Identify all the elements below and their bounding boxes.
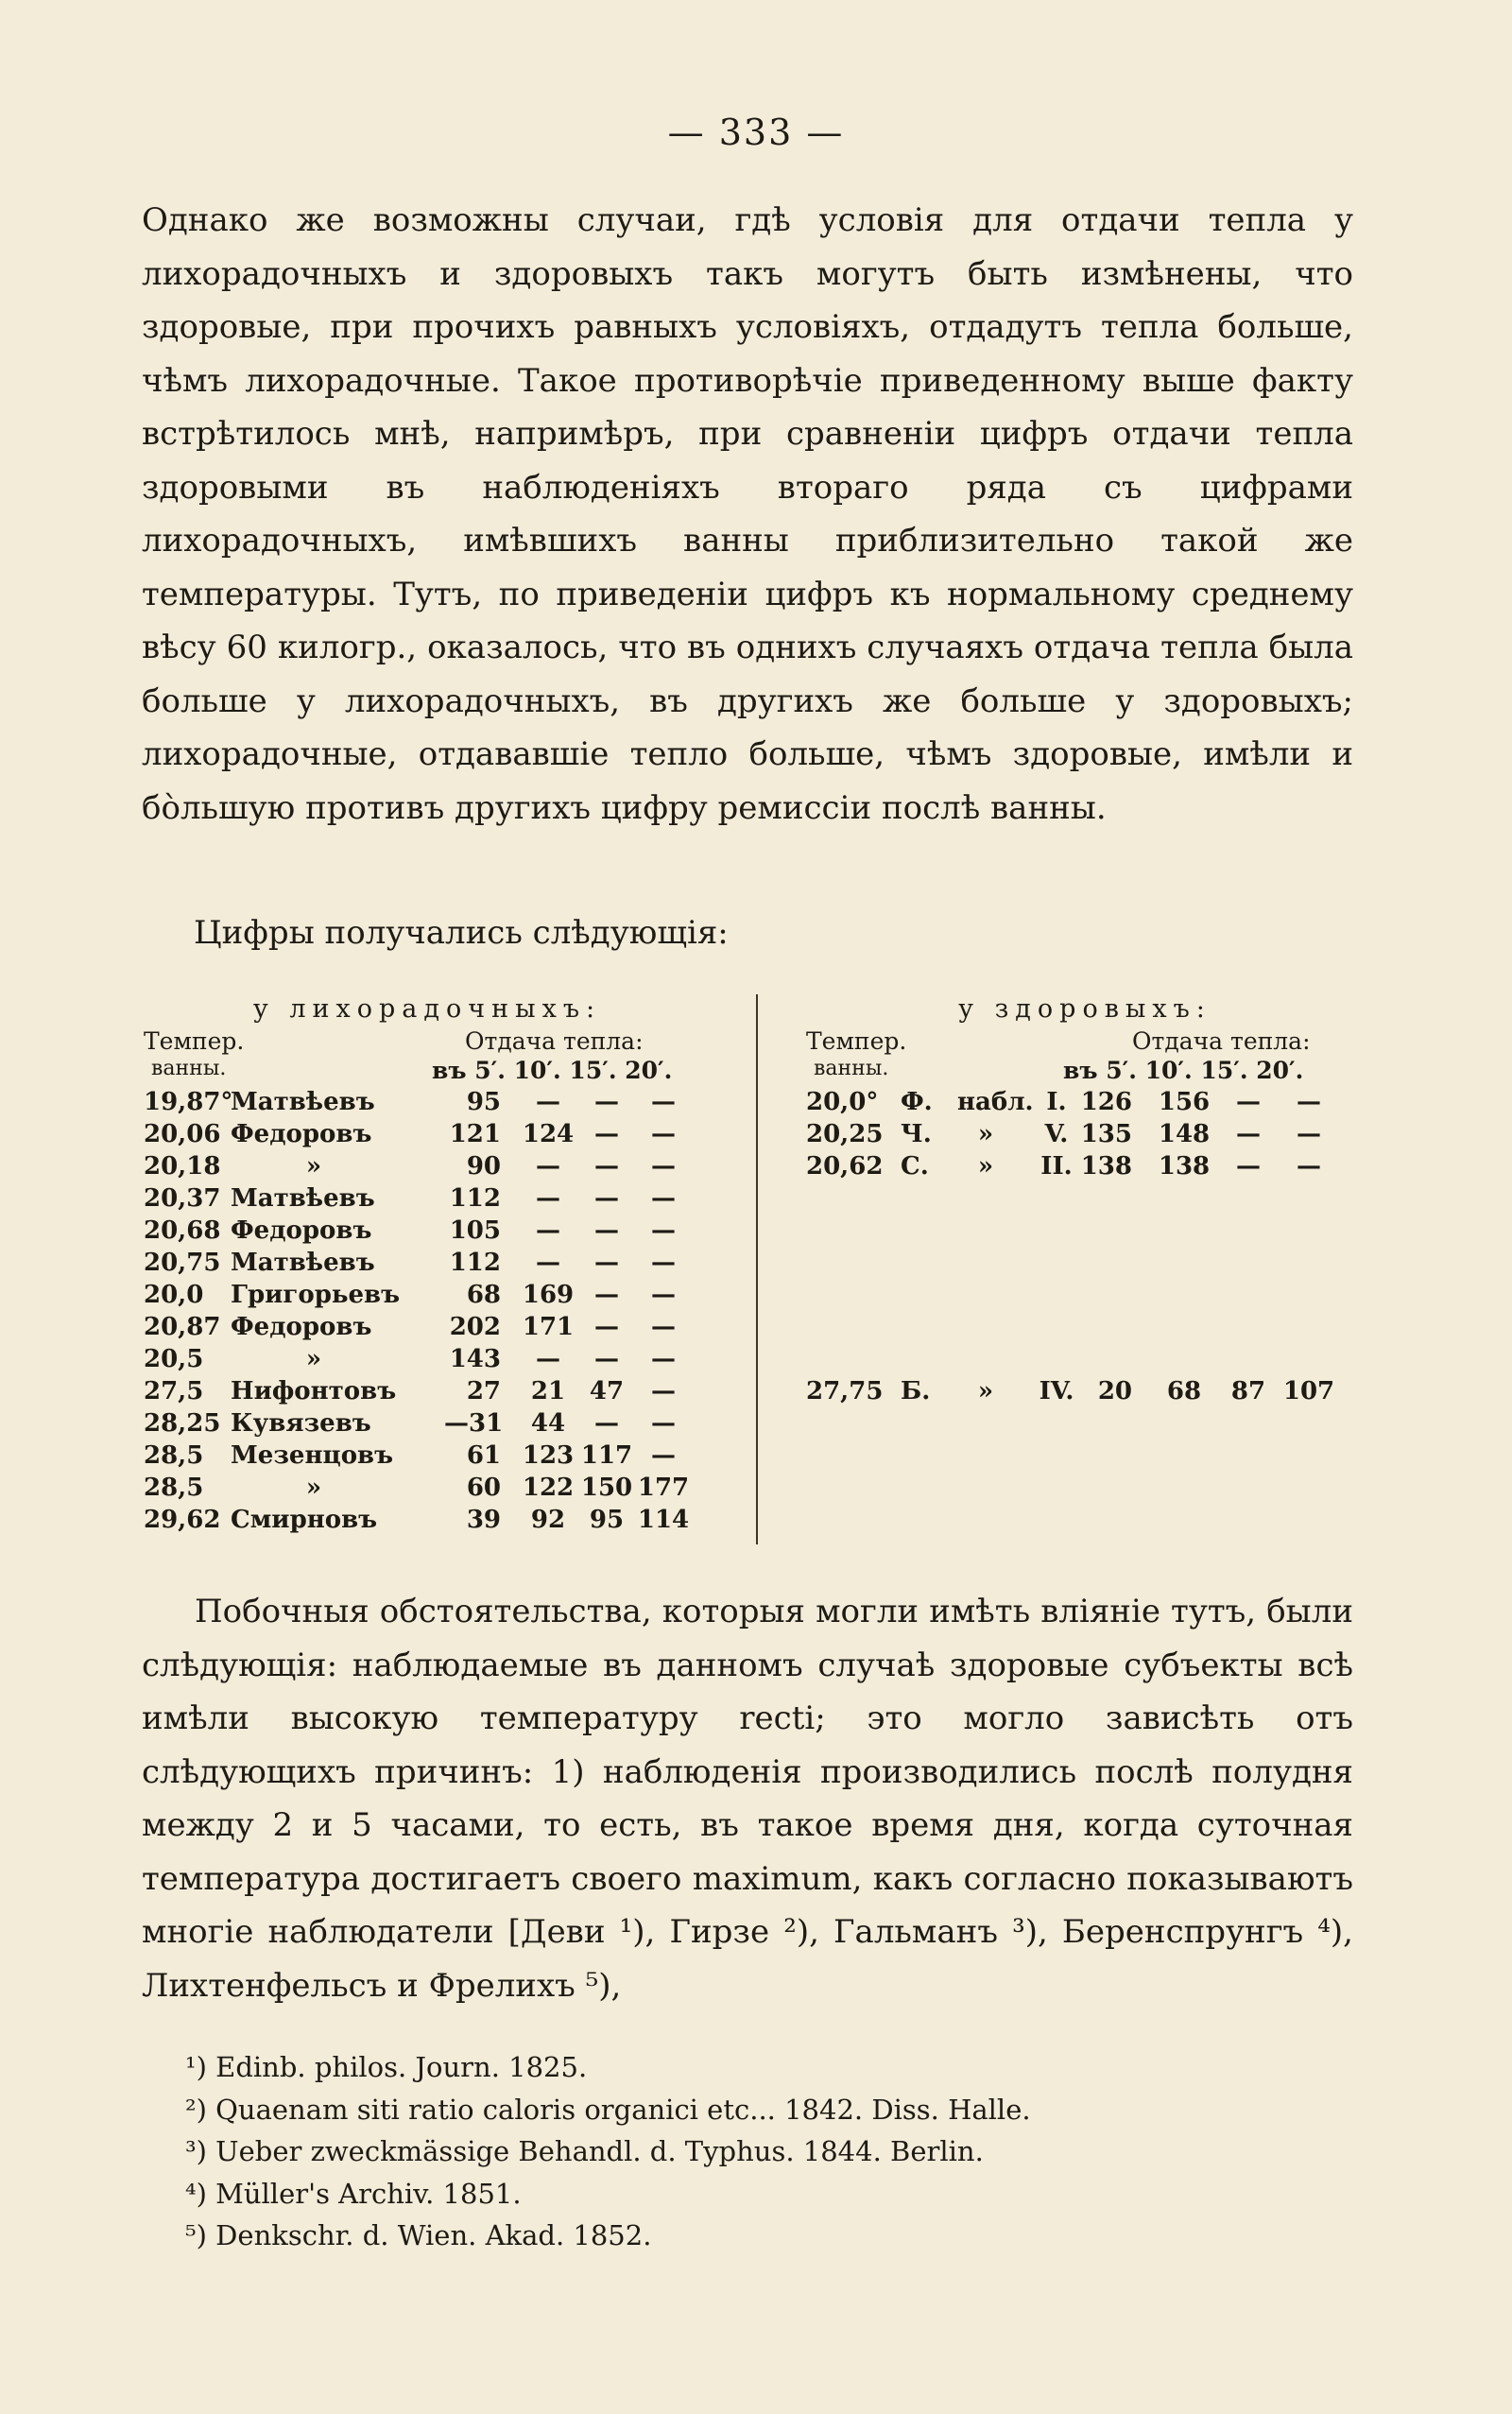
table-row xyxy=(144,1311,711,1343)
sick-table-header xyxy=(144,1027,711,1086)
heat-5-cell: 112 xyxy=(449,1184,501,1213)
heat-10-cell: — xyxy=(536,1152,560,1181)
heat-15-cell: 95 xyxy=(589,1506,625,1534)
series-number-cell: V. xyxy=(1044,1120,1069,1148)
temperature-cell: 20,0 xyxy=(144,1281,204,1309)
temperature-cell: 20,18 xyxy=(144,1152,221,1181)
heat-15-cell: — xyxy=(594,1088,619,1116)
heat-15-cell: — xyxy=(594,1249,619,1277)
patient-name-cell: Матвѣевъ xyxy=(231,1088,375,1116)
heat-15-cell: — xyxy=(594,1120,619,1148)
footnote-4: ⁴) Müller's Archiv. 1851. xyxy=(185,2177,522,2210)
table-row xyxy=(806,1086,1364,1118)
heat-20-cell: — xyxy=(651,1409,676,1438)
minutes-label: въ 5′. 10′. 15′. 20′. xyxy=(432,1057,673,1084)
heat-5-cell: 27 xyxy=(466,1377,501,1405)
heat-10-cell: 124 xyxy=(522,1120,575,1148)
heat-5-cell: 61 xyxy=(466,1441,501,1470)
heat-10-cell: 92 xyxy=(530,1506,566,1534)
heat-5-cell: —31 xyxy=(444,1409,504,1438)
heat-10-cell: — xyxy=(536,1345,560,1373)
temperature-cell: 28,5 xyxy=(144,1441,204,1470)
heat-20-cell: 177 xyxy=(637,1474,690,1502)
heat-20-cell: — xyxy=(1297,1152,1321,1181)
series-number-cell: IV. xyxy=(1039,1377,1074,1405)
patient-name-cell: Кувязевъ xyxy=(231,1409,371,1438)
heat-20-cell: — xyxy=(651,1441,676,1470)
heat-10-cell: — xyxy=(536,1216,560,1245)
heat-20-cell: — xyxy=(1297,1120,1321,1148)
bath-label: ванны. xyxy=(814,1057,889,1080)
subject-cell: Ч. xyxy=(901,1120,932,1148)
table-row xyxy=(144,1472,711,1504)
observation-cell: » xyxy=(977,1152,994,1181)
patient-name-cell: Смирновъ xyxy=(231,1506,378,1534)
temperature-cell: 20,25 xyxy=(806,1120,884,1148)
heat-15-cell: — xyxy=(1236,1152,1261,1181)
temperature-cell: 27,75 xyxy=(806,1377,884,1405)
heat-5-cell: 60 xyxy=(466,1474,501,1502)
paragraph-2 xyxy=(142,1585,1353,2012)
footnote-2: ²) Quaenam siti ratio caloris organici etc... 1842. Diss. Halle. xyxy=(185,2093,1031,2126)
heat-20-cell: — xyxy=(651,1249,676,1277)
observation-cell: набл. xyxy=(957,1088,1034,1116)
patient-name-cell: Матвѣевъ xyxy=(231,1249,375,1277)
temperature-cell: 20,37 xyxy=(144,1184,221,1213)
heat-label: Отдача тепла: xyxy=(1132,1027,1311,1055)
patient-name-cell: Федоровъ xyxy=(231,1216,372,1245)
temperature-cell: 20,0° xyxy=(806,1088,879,1116)
healthy-table-title: у здоровыхъ: xyxy=(958,994,1211,1024)
heat-10-cell: 21 xyxy=(530,1377,566,1405)
page-number: — 333 — xyxy=(667,112,845,153)
temperature-cell: 20,06 xyxy=(144,1120,221,1148)
bath-label: ванны. xyxy=(151,1057,227,1080)
heat-20-cell: — xyxy=(651,1088,676,1116)
table-row xyxy=(806,1375,1364,1407)
table-divider xyxy=(756,994,758,1544)
temperature-cell: 20,75 xyxy=(144,1249,221,1277)
subject-cell: С. xyxy=(901,1152,929,1181)
table-row xyxy=(144,1086,711,1118)
series-number-cell: II. xyxy=(1040,1152,1073,1181)
table-row xyxy=(144,1118,711,1150)
heat-20-cell: — xyxy=(651,1184,676,1213)
paragraph-2-text: Побочныя обстоятельства, которыя могли имѣть вліяніе тутъ, были слѣдующія: наблюдаемые въ данномъ случаѣ здоровые субъекты всѣ имѣли высокую температуру recti; это могло зависѣть отъ слѣдующихъ причинъ: 1) наблюденія производились послѣ полудня между 2 и 5 часами, то есть, въ такое время дня, когда суточная температура достигаетъ своего maximum, какъ согласно показываютъ многіе наблюдатели [Деви ¹), Гирзе ²), Гальманъ ³), Беренспрунгъ ⁴), Лихтенфельсъ и Фрелихъ ⁵), xyxy=(142,1593,1353,2005)
heat-20-cell: 107 xyxy=(1282,1377,1335,1405)
temperature-cell: 20,68 xyxy=(144,1216,221,1245)
heat-15-cell: — xyxy=(594,1152,619,1181)
heat-10-cell: — xyxy=(536,1249,560,1277)
observation-cell: » xyxy=(977,1377,994,1405)
healthy-table xyxy=(806,994,1364,1407)
heat-15-cell: — xyxy=(1236,1120,1261,1148)
subject-cell: Ф. xyxy=(901,1088,933,1116)
heat-20-cell: — xyxy=(651,1313,676,1341)
heat-20-cell: — xyxy=(651,1152,676,1181)
heat-20-cell: — xyxy=(651,1281,676,1309)
table-row xyxy=(144,1150,711,1182)
heat-10-cell: 171 xyxy=(522,1313,575,1341)
heat-15-cell: 87 xyxy=(1230,1377,1266,1405)
heat-20-cell: — xyxy=(651,1216,676,1245)
table-row xyxy=(144,1375,711,1407)
heat-10-cell: 123 xyxy=(522,1441,575,1470)
footnote-1: ¹) Edinb. philos. Journ. 1825. xyxy=(185,2051,588,2083)
heat-5-cell: 138 xyxy=(1080,1152,1132,1181)
temp-label: Темпер. xyxy=(806,1027,907,1055)
heat-15-cell: — xyxy=(594,1345,619,1373)
patient-name-cell: Матвѣевъ xyxy=(231,1184,375,1213)
patient-name-cell: » xyxy=(305,1152,322,1181)
table-row xyxy=(144,1343,711,1375)
heat-10-cell: — xyxy=(536,1088,560,1116)
heat-5-cell: 90 xyxy=(466,1152,501,1181)
series-number-cell: I. xyxy=(1046,1088,1067,1116)
paragraph-1-text: Однако же возможны случаи, гдѣ условія для отдачи тепла у лихорадочныхъ и здоровыхъ такъ могутъ быть измѣнены, что здоровые, при прочихъ равныхъ условіяхъ, отдадутъ тепла больше, чѣмъ лихорадочные. Такое противорѣчіе приведенному выше факту встрѣтилось мнѣ, напримѣръ, при сравненіи цифръ отдачи тепла здоровыми въ наблюденіяхъ втораго ряда съ цифрами лихорадочныхъ, имѣвшихъ ванны приблизительно такой же температуры. Тутъ, по приведеніи цифръ къ нормальному среднему вѣсу 60 килогр., оказалось, что въ однихъ случаяхъ отдача тепла была больше у лихорадочныхъ, въ другихъ же больше у здоровыхъ; лихорадочные, отдававшіе тепло больше, чѣмъ здоровые, имѣли и бо̀льшую противъ другихъ цифру ремиссіи послѣ ванны. xyxy=(142,201,1353,827)
temperature-cell: 20,87 xyxy=(144,1313,221,1341)
heat-15-cell: 47 xyxy=(589,1377,625,1405)
table-row xyxy=(144,1215,711,1247)
healthy-table-header xyxy=(806,1027,1364,1086)
table-row xyxy=(144,1182,711,1215)
table-row xyxy=(144,1504,711,1536)
patient-name-cell: » xyxy=(305,1345,322,1373)
heat-5-cell: 121 xyxy=(449,1120,501,1148)
paragraph-1 xyxy=(142,194,1353,835)
minutes-label: въ 5′. 10′. 15′. 20′. xyxy=(1063,1057,1304,1084)
heat-20-cell: — xyxy=(651,1377,676,1405)
patient-name-cell: » xyxy=(305,1474,322,1502)
temperature-cell: 27,5 xyxy=(144,1377,204,1405)
heat-15-cell: — xyxy=(1236,1088,1261,1116)
subject-cell: Б. xyxy=(901,1377,931,1405)
heat-5-cell: 112 xyxy=(449,1249,501,1277)
temperature-cell: 20,62 xyxy=(806,1152,884,1181)
heat-10-cell: 68 xyxy=(1166,1377,1202,1405)
table-row xyxy=(806,1118,1364,1150)
table-row xyxy=(144,1440,711,1472)
heat-5-cell: 202 xyxy=(449,1313,501,1341)
heat-20-cell: — xyxy=(1297,1088,1321,1116)
heat-15-cell: — xyxy=(594,1216,619,1245)
heat-15-cell: — xyxy=(594,1409,619,1438)
observation-cell: » xyxy=(977,1120,994,1148)
heat-10-cell: 44 xyxy=(530,1409,566,1438)
heat-5-cell: 95 xyxy=(466,1088,501,1116)
footnote-3: ³) Ueber zweckmässige Behandl. d. Typhus. 1844. Berlin. xyxy=(185,2135,984,2167)
heat-20-cell: — xyxy=(651,1345,676,1373)
healthy-table-rows xyxy=(806,1086,1364,1407)
table-row xyxy=(144,1279,711,1311)
heat-5-cell: 68 xyxy=(466,1281,501,1309)
heat-10-cell: — xyxy=(536,1184,560,1213)
heat-10-cell: 122 xyxy=(522,1474,575,1502)
heat-5-cell: 135 xyxy=(1080,1120,1132,1148)
patient-name-cell: Федоровъ xyxy=(231,1120,372,1148)
heat-20-cell: — xyxy=(651,1120,676,1148)
temperature-cell: 20,5 xyxy=(144,1345,204,1373)
heat-10-cell: 169 xyxy=(522,1281,575,1309)
footnote-5: ⁵) Denkschr. d. Wien. Akad. 1852. xyxy=(185,2219,652,2251)
heat-label: Отдача тепла: xyxy=(465,1027,644,1055)
heat-5-cell: 126 xyxy=(1080,1088,1132,1116)
heat-5-cell: 20 xyxy=(1097,1377,1132,1405)
temp-label: Темпер. xyxy=(144,1027,245,1055)
temperature-cell: 29,62 xyxy=(144,1506,221,1534)
heat-15-cell: — xyxy=(594,1184,619,1213)
sick-table-title: у лихорадочныхъ: xyxy=(252,994,602,1024)
patient-name-cell: Мезенцовъ xyxy=(231,1441,394,1470)
heat-10-cell: 148 xyxy=(1158,1120,1211,1148)
heat-5-cell: 105 xyxy=(449,1216,501,1245)
patient-name-cell: Григорьевъ xyxy=(231,1281,401,1309)
temperature-cell: 28,5 xyxy=(144,1474,204,1502)
heat-5-cell: 39 xyxy=(466,1506,501,1534)
heat-15-cell: — xyxy=(594,1281,619,1309)
heat-5-cell: 143 xyxy=(449,1345,501,1373)
table-row xyxy=(144,1247,711,1279)
patient-name-cell: Нифонтовъ xyxy=(231,1377,397,1405)
table-row xyxy=(144,1407,711,1440)
heat-10-cell: 138 xyxy=(1158,1152,1211,1181)
figures-intro: Цифры получались слѣдующія: xyxy=(194,914,729,952)
temperature-cell: 28,25 xyxy=(144,1409,221,1438)
sick-table-rows xyxy=(144,1086,711,1536)
heat-15-cell: 117 xyxy=(580,1441,633,1470)
heat-10-cell: 156 xyxy=(1158,1088,1211,1116)
heat-15-cell: 150 xyxy=(580,1474,633,1502)
heat-20-cell: 114 xyxy=(637,1506,690,1534)
heat-15-cell: — xyxy=(594,1313,619,1341)
patient-name-cell: Федоровъ xyxy=(231,1313,372,1341)
table-row xyxy=(806,1150,1364,1182)
sick-table xyxy=(144,994,711,1536)
footnotes xyxy=(185,2046,1031,2257)
temperature-cell: 19,87° xyxy=(144,1088,233,1116)
